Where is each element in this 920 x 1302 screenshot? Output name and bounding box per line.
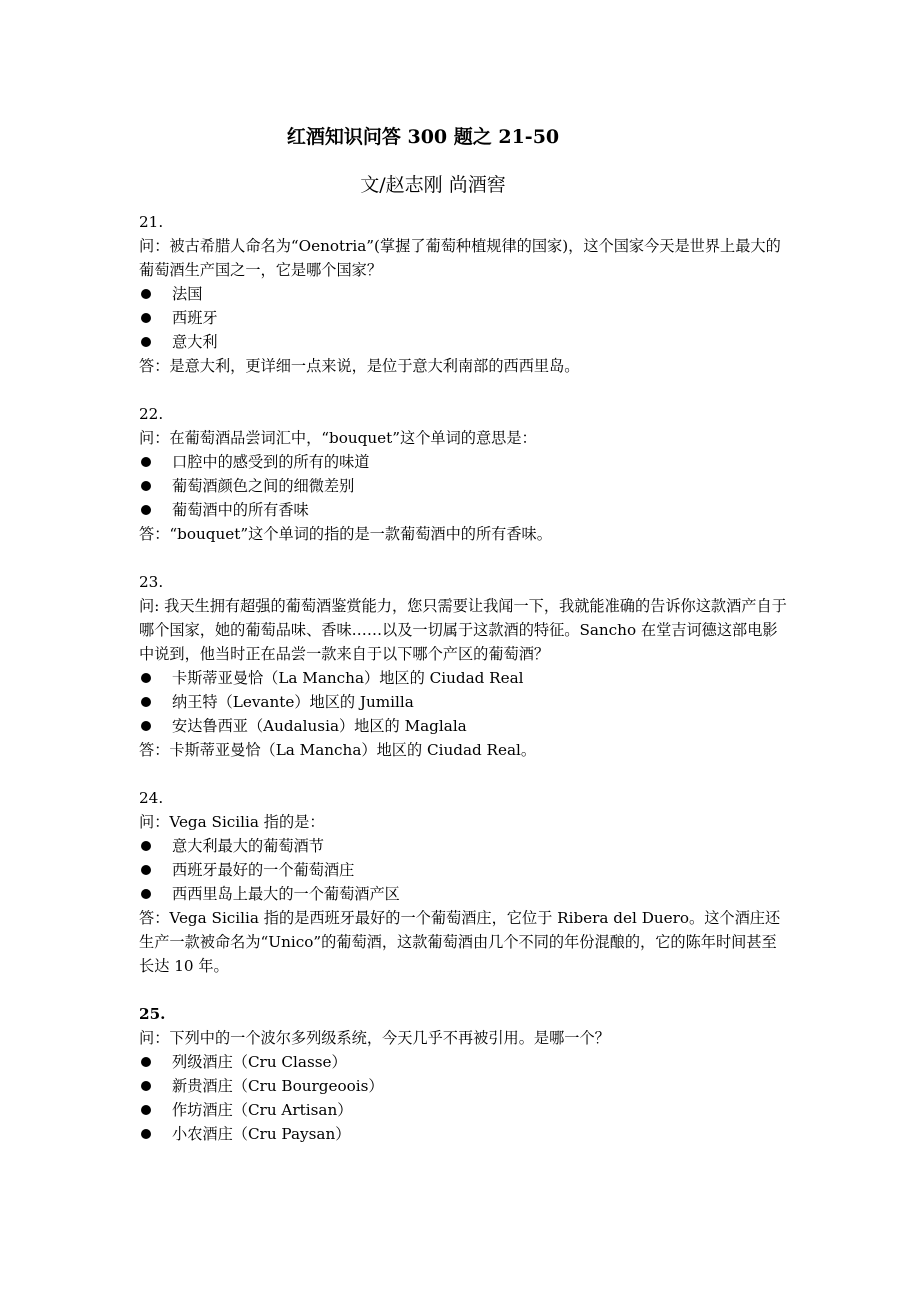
bullet-icon <box>141 673 151 683</box>
option-item <box>139 882 789 906</box>
question-number: 21. <box>139 213 164 231</box>
option-list <box>139 1050 789 1146</box>
question-text: 问: 我天生拥有超强的葡萄酒鉴赏能力，您只需要让我闻一下，我就能准确的告诉你这款酒产自于哪个国家，她的葡萄品味、香味……以及一切属于这款酒的特征。Sancho 在堂吉诃德这部电影中说到，他当时正在品尝一款来自于以下哪个产区的葡萄酒？ <box>139 597 787 663</box>
question-block <box>139 1002 789 1146</box>
option-text: 法国 <box>172 285 203 303</box>
option-text: 葡萄酒颜色之间的细微差别 <box>172 477 355 495</box>
option-list <box>139 834 789 906</box>
option-item <box>139 834 789 858</box>
answer-text: 答：“bouquet”这个单词的指的是一款葡萄酒中的所有香味。 <box>139 525 552 543</box>
option-list <box>139 666 789 738</box>
option-item <box>139 282 789 306</box>
option-text: 意大利最大的葡萄酒节 <box>172 837 324 855</box>
qa-body <box>139 210 789 1170</box>
option-text: 安达鲁西亚（Audalusia）地区的 Maglala <box>172 717 467 735</box>
option-text: 作坊酒庄（Cru Artisan） <box>172 1101 353 1119</box>
document-author: 文/赵志刚 尚酒窖 <box>360 174 506 196</box>
question-text: 问：被古希腊人命名为“Oenotria”(掌握了葡萄种植规律的国家)，这个国家今天是世界上最大的葡萄酒生产国之一，它是哪个国家？ <box>139 237 781 279</box>
option-text: 西西里岛上最大的一个葡萄酒产区 <box>172 885 400 903</box>
question-block <box>139 210 789 378</box>
option-item <box>139 330 789 354</box>
option-item <box>139 306 789 330</box>
bullet-icon <box>141 841 151 851</box>
option-item <box>139 1074 789 1098</box>
option-item <box>139 666 789 690</box>
option-list <box>139 450 789 522</box>
option-item <box>139 714 789 738</box>
option-text: 纳王特（Levante）地区的 Jumilla <box>172 693 414 711</box>
bullet-icon <box>141 1129 151 1139</box>
option-item <box>139 690 789 714</box>
option-item <box>139 1050 789 1074</box>
bullet-icon <box>141 697 151 707</box>
option-text: 小农酒庄（Cru Paysan） <box>172 1125 351 1143</box>
answer-text: 答：卡斯蒂亚曼恰（La Mancha）地区的 Ciudad Real。 <box>139 741 537 759</box>
option-item <box>139 858 789 882</box>
option-text: 新贵酒庄（Cru Bourgeoois） <box>172 1077 384 1095</box>
bullet-icon <box>141 865 151 875</box>
option-text: 葡萄酒中的所有香味 <box>172 501 309 519</box>
bullet-icon <box>141 337 151 347</box>
bullet-icon <box>141 1105 151 1115</box>
bullet-icon <box>141 457 151 467</box>
option-text: 西班牙最好的一个葡萄酒庄 <box>172 861 355 879</box>
option-item <box>139 498 789 522</box>
option-item <box>139 1098 789 1122</box>
option-text: 意大利 <box>172 333 218 351</box>
question-number: 24. <box>139 789 164 807</box>
question-block <box>139 570 789 762</box>
answer-text: 答：Vega Sicilia 指的是西班牙最好的一个葡萄酒庄，它位于 Ribera del Duero。这个酒庄还生产一款被命名为“Unico”的葡萄酒，这款葡萄酒由几个不同的年份混酿的，它的陈年时间甚至长达 10 年。 <box>139 909 781 975</box>
option-item <box>139 1122 789 1146</box>
option-text: 卡斯蒂亚曼恰（La Mancha）地区的 Ciudad Real <box>172 669 524 687</box>
bullet-icon <box>141 1081 151 1091</box>
document-title: 红酒知识问答 300 题之 21-50 <box>286 126 560 148</box>
option-text: 列级酒庄（Cru Classe） <box>172 1053 347 1071</box>
option-text: 西班牙 <box>172 309 218 327</box>
option-item <box>139 450 789 474</box>
bullet-icon <box>141 313 151 323</box>
option-text: 口腔中的感受到的所有的味道 <box>172 453 370 471</box>
question-number: 23. <box>139 573 164 591</box>
question-block <box>139 402 789 546</box>
question-number: 22. <box>139 405 164 423</box>
option-item <box>139 474 789 498</box>
question-number: 25. <box>139 1005 166 1023</box>
question-text: 问：在葡萄酒品尝词汇中，“bouquet”这个单词的意思是： <box>139 429 537 447</box>
bullet-icon <box>141 481 151 491</box>
question-text: 问：Vega Sicilia 指的是： <box>139 813 325 831</box>
bullet-icon <box>141 721 151 731</box>
question-text: 问：下列中的一个波尔多列级系统，今天几乎不再被引用。是哪一个？ <box>139 1029 610 1047</box>
option-list <box>139 282 789 354</box>
question-block <box>139 786 789 978</box>
bullet-icon <box>141 289 151 299</box>
bullet-icon <box>141 505 151 515</box>
bullet-icon <box>141 1057 151 1067</box>
answer-text: 答：是意大利，更详细一点来说，是位于意大利南部的西西里岛。 <box>139 357 580 375</box>
bullet-icon <box>141 889 151 899</box>
